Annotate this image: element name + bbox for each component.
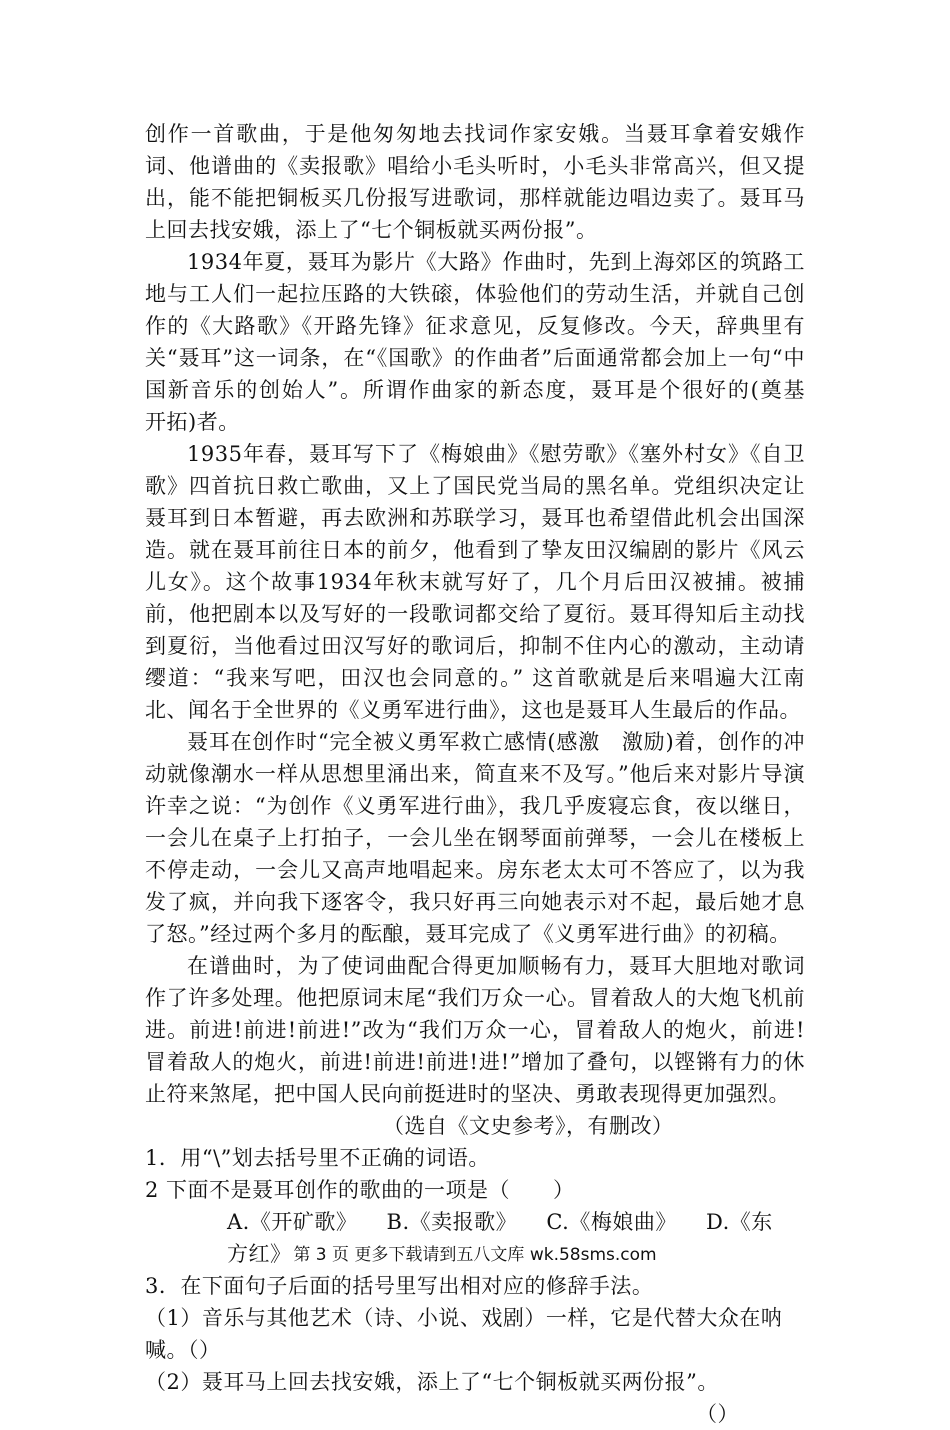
question-3-item-1: （1）音乐与其他艺术（诗、小说、戏剧）一样，它是代替大众在呐喊。（） <box>145 1306 783 1362</box>
question-3-item-2-answer: （） <box>696 1402 739 1426</box>
paragraph-2: 1934年夏，聂耳为影片《大路》作曲时，先到上海郊区的筑路工地与工人们一起拉压路的大铁磙，体验他们的劳动生活，并就自己创作的《大路歌》《开路先锋》征求意见，反复修改。今天，辞典里有关“聂耳”这一词条，在“《国歌》的作曲者”后面通常都会加上一句“中国新音乐的创始人”。所谓作曲家的新态度，聂耳是个很好的(奠基 开拓)者。 <box>145 250 827 434</box>
option-c: C.《梅娘曲》 <box>546 1210 677 1234</box>
paragraph-1: 创作一首歌曲，于是他匆匆地去找词作家安娥。当聂耳拿着安娥作词、他谱曲的《卖报歌》唱给小毛头听时，小毛头非常高兴，但又提出，能不能把铜板买几份报写进歌词，那样就能边唱边卖了。聂耳马上回去找安娥，添上了“七个铜板就买两份报”。 <box>145 122 805 242</box>
paragraph-3: 1935年春，聂耳写下了《梅娘曲》《慰劳歌》《塞外村女》《自卫歌》四首抗日救亡歌曲，又上了国民党当局的黑名单。党组织决定让聂耳到日本暂避，再去欧洲和苏联学习，聂耳也希望借此机会出国深造。就在聂耳前往日本的前夕，他看到了挚友田汉编剧的影片《风云儿女》。这个故事1934年秋末就写好了，几个月后田汉被捕。被捕前，他把剧本以及写好的一段歌词都交给了夏衍。聂耳得知后主动找到夏衍，当他看过田汉写好的歌词后，抑制不住内心的激动，主动请缨道：“我来写吧，田汉也会同意的。” 这首歌就是后来唱遍大江南北、闻名于全世界的《义勇军进行曲》，这也是聂耳人生最后的作品。 <box>145 442 805 722</box>
question-1: 1．用“\”划去括号里不正确的词语。 <box>145 1146 490 1170</box>
paragraph-5: 在谱曲时，为了使词曲配合得更加顺畅有力，聂耳大胆地对歌词作了许多处理。他把原词末尾“我们万众一心。冒着敌人的大炮飞机前进。前进!前进!前进!”改为“我们万众一心，冒着敌人的炮火，前进!冒着敌人的炮火，前进!前进!前进!进!”增加了叠句，以铿锵有力的休止符来煞尾，把中国人民向前挺进时的坚决、勇敢表现得更加强烈。 <box>145 954 805 1106</box>
question-3-item-2: （2）聂耳马上回去找安娥，添上了“七个铜板就买两份报”。 <box>145 1370 719 1394</box>
paragraph-4: 聂耳在创作时“完全被义勇军救亡感情(感激 激励)着，创作的冲动就像潮水一样从思想里涌出来，简直来不及写。”他后来对影片导演许幸之说：“为创作《义勇军进行曲》，我几乎废寝忘食，夜以继日，一会儿在桌子上打拍子，一会儿坐在钢琴面前弹琴，一会儿在楼板上不停走动，一会儿又高声地唱起来。房东老太太可不答应了，以为我发了疯，并向我下逐客令，我只好再三向她表示对不起，最后她才息了怒。”经过两个多月的酝酿，聂耳完成了《义勇军进行曲》的初稿。 <box>145 730 805 946</box>
question-3: 3．在下面句子后面的括号里写出相对应的修辞手法。 <box>145 1274 654 1298</box>
source-citation: （选自《文史参考》，有删改） <box>383 1114 674 1138</box>
option-a: A.《开矿歌》 <box>227 1210 358 1234</box>
article-body <box>145 118 827 1430</box>
option-d: D.《东方红》 <box>227 1210 773 1266</box>
option-b: B.《卖报歌》 <box>386 1210 518 1234</box>
question-2: 2 下面不是聂耳创作的歌曲的一项是（ ） <box>145 1178 575 1202</box>
page-footer: 第 3 页 更多下载请到五八文库 wk.58sms.com <box>293 1245 657 1265</box>
